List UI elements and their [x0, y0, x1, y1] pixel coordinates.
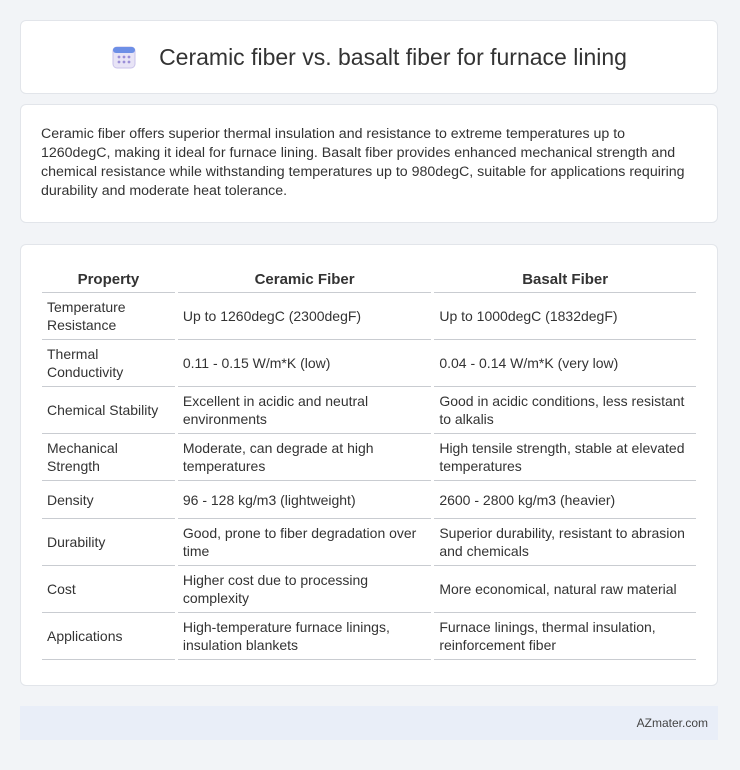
table-row — [42, 519, 696, 566]
cell-ceramic: High-temperature furnace linings, insulation blankets — [178, 613, 431, 660]
table-row — [42, 434, 696, 481]
cell-basalt: Good in acidic conditions, less resistant to alkalis — [434, 387, 696, 434]
cell-basalt: Up to 1000degC (1832degF) — [434, 293, 696, 340]
calendar-icon — [111, 44, 137, 70]
cell-ceramic: Good, prone to fiber degradation over time — [178, 519, 431, 566]
footer-bar — [20, 706, 718, 740]
cell-basalt: 0.04 - 0.14 W/m*K (very low) — [434, 340, 696, 387]
cell-property: Chemical Stability — [42, 387, 175, 434]
table-row — [42, 613, 696, 660]
cell-basalt: Furnace linings, thermal insulation, reinforcement fiber — [434, 613, 696, 660]
cell-property: Density — [42, 481, 175, 519]
summary-text: Ceramic fiber offers superior thermal insulation and resistance to extreme temperatures up to 1260degC, making it ideal for furnace lining. Basalt fiber provides enhanced mechanical strength and chemical resistance while withstanding temperatures up to 980degC, suitable for applications requiring durability and moderate heat tolerance. — [41, 126, 685, 199]
table-row — [42, 340, 696, 387]
cell-basalt: High tensile strength, stable at elevated temperatures — [434, 434, 696, 481]
cell-basalt: More economical, natural raw material — [434, 566, 696, 613]
page-title: Ceramic fiber vs. basalt fiber for furnace lining — [159, 43, 627, 70]
table-row — [42, 387, 696, 434]
header-basalt-fiber: Basalt Fiber — [434, 265, 696, 293]
comparison-table-card — [20, 244, 718, 686]
table-row — [42, 566, 696, 613]
table-row — [42, 293, 696, 340]
cell-ceramic: Excellent in acidic and neutral environments — [178, 387, 431, 434]
cell-ceramic: Higher cost due to processing complexity — [178, 566, 431, 613]
cell-property: Applications — [42, 613, 175, 660]
cell-ceramic: Up to 1260degC (2300degF) — [178, 293, 431, 340]
cell-basalt: Superior durability, resistant to abrasion and chemicals — [434, 519, 696, 566]
table-row — [42, 481, 696, 519]
comparison-table — [39, 265, 699, 660]
cell-property: Mechanical Strength — [42, 434, 175, 481]
table-header-row — [42, 265, 696, 293]
header-property: Property — [42, 265, 175, 293]
footer-site-label: AZmater.com — [636, 716, 708, 730]
cell-property: Temperature Resistance — [42, 293, 175, 340]
header-ceramic-fiber: Ceramic Fiber — [178, 265, 431, 293]
summary-card — [20, 104, 718, 223]
cell-ceramic: Moderate, can degrade at high temperatures — [178, 434, 431, 481]
title-card — [20, 20, 718, 94]
cell-ceramic: 96 - 128 kg/m3 (lightweight) — [178, 481, 431, 519]
cell-ceramic: 0.11 - 0.15 W/m*K (low) — [178, 340, 431, 387]
cell-property: Cost — [42, 566, 175, 613]
cell-property: Durability — [42, 519, 175, 566]
cell-basalt: 2600 - 2800 kg/m3 (heavier) — [434, 481, 696, 519]
cell-property: Thermal Conductivity — [42, 340, 175, 387]
